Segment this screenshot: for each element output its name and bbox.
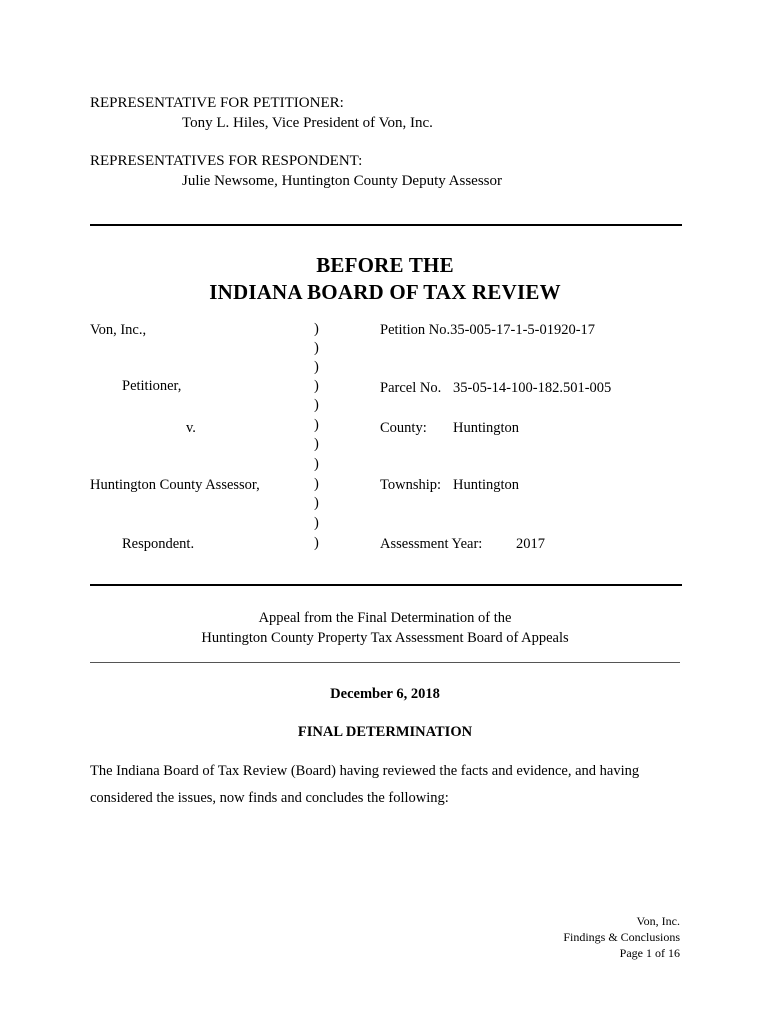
- parcel-number: 35-05-14-100-182.501-005: [453, 380, 612, 396]
- caption-paren: ): [314, 417, 319, 433]
- caption-paren: ): [314, 359, 319, 375]
- caption-paren: ): [314, 340, 319, 356]
- assessment-year-label: Assessment Year:: [380, 536, 483, 552]
- caption-paren: ): [314, 456, 319, 472]
- respondent-representative-name: Julie Newsome, Huntington County Deputy Assessor: [182, 173, 502, 189]
- caption-paren: ): [314, 436, 319, 452]
- heading-board-name: INDIANA BOARD OF TAX REVIEW: [209, 280, 561, 304]
- caption-paren: ): [314, 397, 319, 413]
- caption-paren: ): [314, 515, 319, 531]
- body-line-1: The Indiana Board of Tax Review (Board) having reviewed the facts and evidence, and having: [90, 763, 640, 779]
- parcel-label: Parcel No.: [380, 380, 442, 396]
- respondent-name: Huntington County Assessor,: [90, 477, 260, 493]
- respondent-representative-label: REPRESENTATIVES FOR RESPONDENT:: [90, 153, 363, 169]
- caption-paren: ): [314, 321, 319, 337]
- petitioner-name: Von, Inc.,: [90, 322, 147, 338]
- footer-case-name: Von, Inc.: [636, 914, 680, 928]
- appeal-line-2: Huntington County Property Tax Assessment Board of Appeals: [201, 630, 569, 646]
- township-value: Huntington: [453, 477, 520, 493]
- township-label: Township:: [380, 477, 442, 493]
- document-title: FINAL DETERMINATION: [297, 724, 473, 740]
- respondent-role: Respondent.: [122, 536, 195, 552]
- petitioner-representative-label: REPRESENTATIVE FOR PETITIONER:: [90, 95, 344, 111]
- heading-before-the: BEFORE THE: [316, 253, 454, 277]
- petitioner-representative-name: Tony L. Hiles, Vice President of Von, Inc.: [182, 115, 433, 131]
- determination-date: December 6, 2018: [330, 686, 440, 702]
- caption-paren: ): [314, 476, 319, 492]
- versus-label: v.: [186, 420, 196, 436]
- top-divider: [90, 224, 682, 226]
- body-line-2: considered the issues, now finds and concludes the following:: [90, 790, 449, 806]
- footer-page-number: Page 1 of 16: [619, 946, 680, 960]
- caption-paren: ): [314, 535, 319, 551]
- footer-section: Findings & Conclusions: [563, 930, 680, 944]
- county-value: Huntington: [453, 420, 520, 436]
- assessment-year-value: 2017: [516, 536, 545, 552]
- caption-divider: [90, 584, 682, 586]
- county-label: County:: [380, 420, 427, 436]
- caption-paren: ): [314, 378, 319, 394]
- caption-paren: ): [314, 495, 319, 511]
- appeal-line-1: Appeal from the Final Determination of the: [258, 610, 512, 626]
- petition-number: Petition No.35-005-17-1-5-01920-17: [380, 322, 596, 338]
- petitioner-role: Petitioner,: [122, 378, 182, 394]
- appeal-divider: [90, 662, 680, 663]
